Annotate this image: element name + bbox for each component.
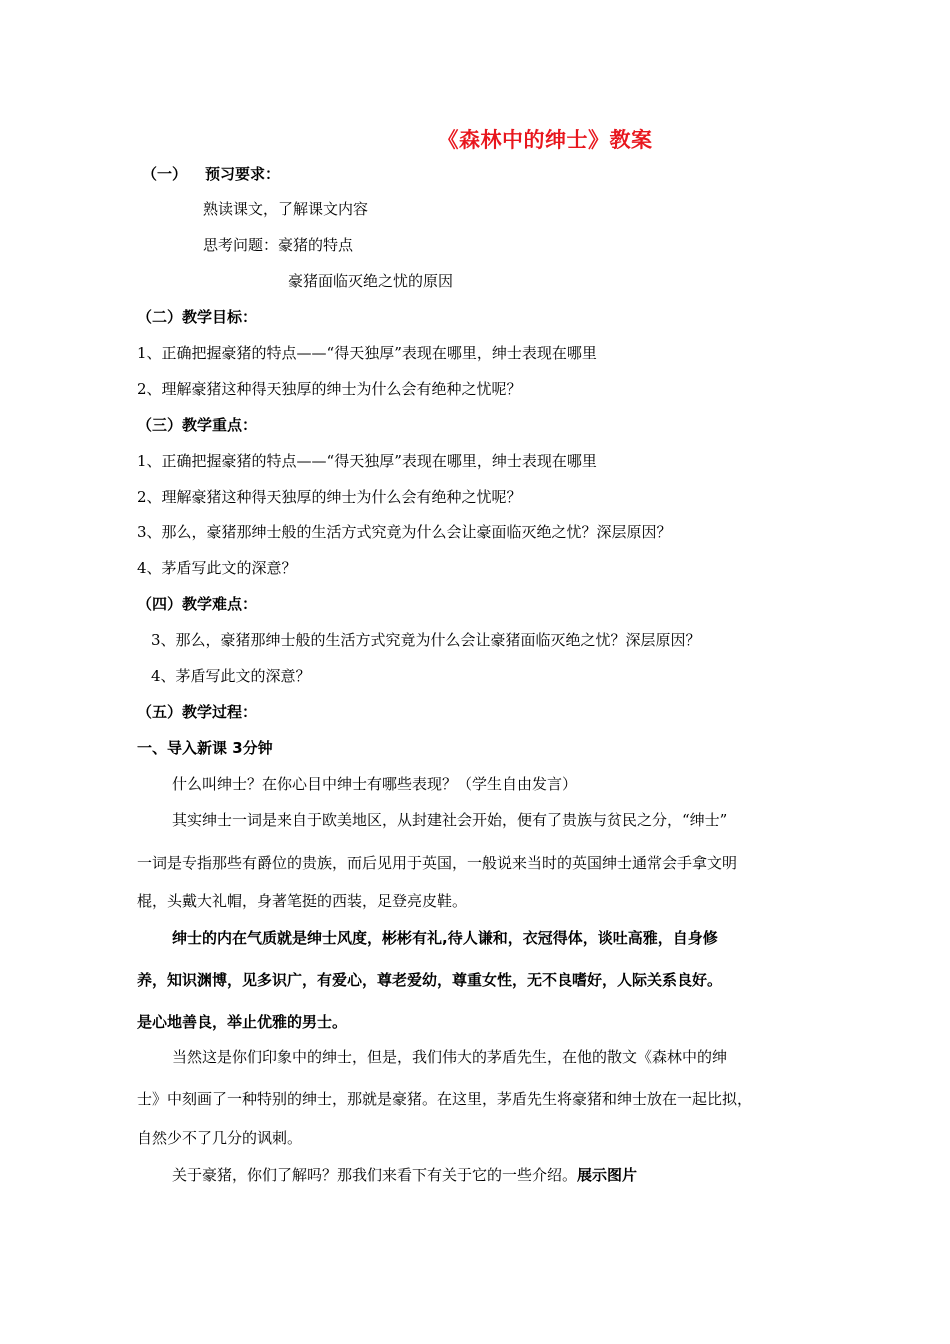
paragraph-line: 士》中刻画了一种特别的绅士，那就是豪猪。在这里，茅盾先生将豪猪和绅士放在一起比拟， [137, 1090, 753, 1108]
list-item: 1、正确把握豪猪的特点——“得天独厚”表现在哪里，绅士表现在哪里 [137, 344, 597, 362]
section1-item: 熟读课文，了解课文内容 [203, 200, 369, 218]
section3-heading: （三）教学重点： [137, 416, 258, 434]
paragraph-line: 自然少不了几分的讽刺。 [137, 1129, 303, 1147]
section1-heading: 预习要求： [205, 165, 281, 183]
bold-paragraph-line: 养，知识渊博，见多识广，有爱心，尊老爱幼，尊重女性，无不良嗜好，人际关系良好。 [137, 971, 723, 989]
intro-text: 关于豪猪，你们了解吗？那我们来看下有关于它的一些介绍。 [172, 1166, 578, 1184]
section5-heading: （五）教学过程： [137, 703, 258, 721]
list-item: 3、那么，豪猪那绅士般的生活方式究竟为什么会让豪猪面临灭绝之忧？深层原因？ [151, 631, 701, 649]
bold-paragraph-line: 绅士的内在气质就是绅士风度，彬彬有礼,待人谦和，衣冠得体，谈吐高雅，自身修 [172, 929, 718, 947]
list-item: 4、茅盾写此文的深意？ [151, 667, 311, 685]
bold-paragraph-line: 是心地善良，举止优雅的男士。 [137, 1013, 348, 1031]
section1-item: 思考问题：豪猪的特点 [203, 236, 354, 254]
paragraph-line: 当然这是你们印象中的绅士，但是，我们伟大的茅盾先生，在他的散文《森林中的绅 [172, 1048, 728, 1066]
section5-subheading: 一、导入新课 3分钟 [137, 739, 273, 757]
paragraph-line: 其实绅士一词是来自于欧美地区，从封建社会开始，便有了贵族与贫民之分，“绅士” [172, 811, 728, 829]
paragraph-line: 一词是专指那些有爵位的贵族，而后见用于英国，一般说来当时的英国绅士通常会手拿文明 [137, 854, 738, 872]
section4-heading: （四）教学难点： [137, 595, 258, 613]
paragraph-line: 棍，头戴大礼帽，身著笔挺的西装，足登亮皮鞋。 [137, 892, 468, 910]
list-item: 2、理解豪猪这种得天独厚的绅士为什么会有绝种之忧呢？ [137, 380, 522, 398]
list-item: 3、那么，豪猪那绅士般的生活方式究竟为什么会让豪面临灭绝之忧？深层原因？ [137, 523, 672, 541]
document-title: 《森林中的绅士》教案 [437, 128, 653, 152]
paragraph-line [172, 1165, 637, 1185]
section1-label: （一） [142, 165, 188, 183]
section1-item: 豪猪面临灭绝之忧的原因 [288, 272, 454, 290]
list-item: 4、茅盾写此文的深意？ [137, 559, 297, 577]
show-picture-label: 展示图片 [577, 1166, 638, 1184]
list-item: 1、正确把握豪猪的特点——“得天独厚”表现在哪里，绅士表现在哪里 [137, 452, 597, 470]
section2-heading: （二）教学目标： [137, 308, 258, 326]
list-item: 2、理解豪猪这种得天独厚的绅士为什么会有绝种之忧呢？ [137, 488, 522, 506]
question-line: 什么叫绅士？在你心目中绅士有哪些表现？（学生自由发言） [172, 775, 578, 793]
